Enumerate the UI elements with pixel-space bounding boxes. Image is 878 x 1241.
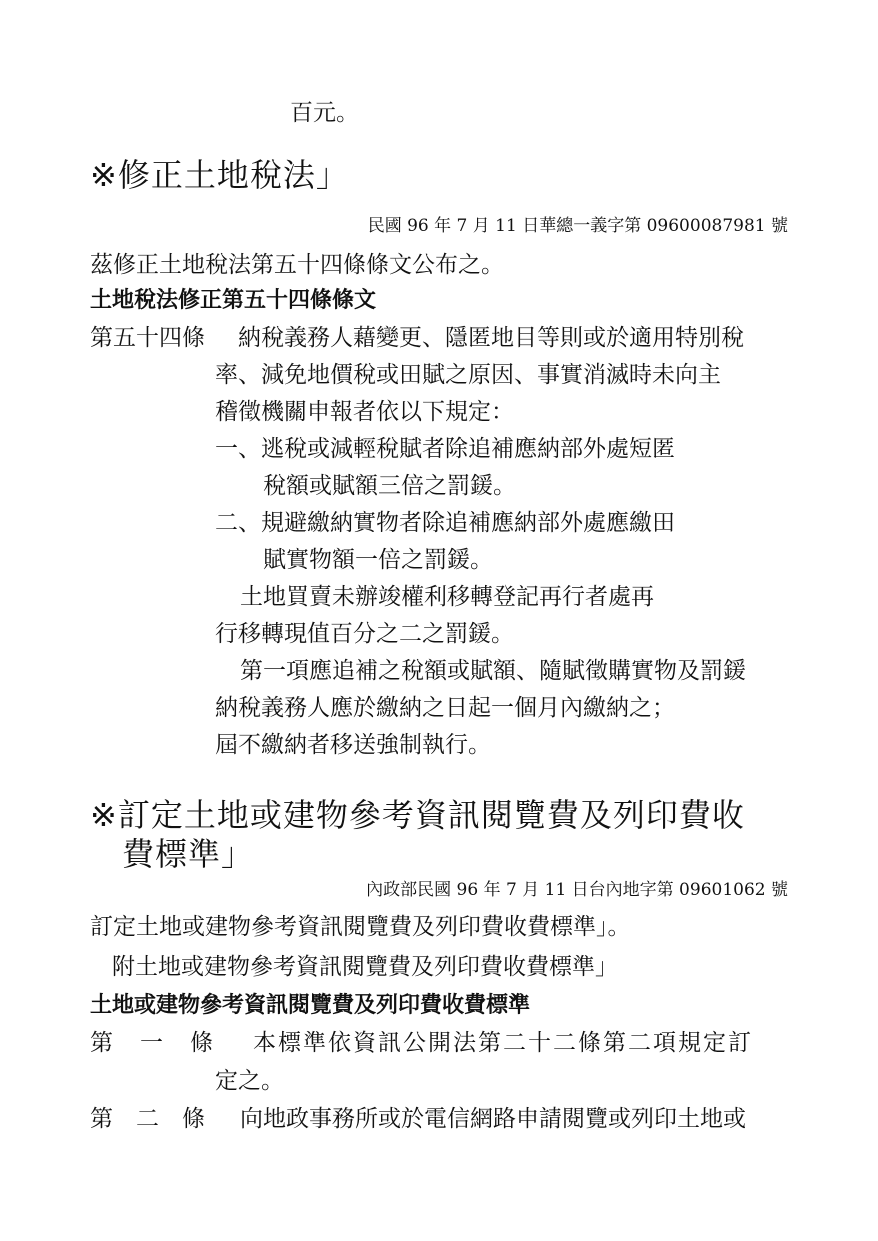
section1-decree: 民國 96 年 7 月 11 日華總一義字第 09600087981 號	[367, 216, 788, 236]
article-2-line: 向地政事務所或於電信網路申請閱覽或列印土地或	[240, 1106, 746, 1132]
article-54-item: 二、規避繳納實物者除追補應納部外處應繳田	[215, 510, 675, 536]
section1-heading: ※修正土地稅法」	[90, 156, 349, 194]
article-2-label: 第 二 條	[90, 1106, 205, 1132]
article-1-line: 定之。	[215, 1068, 284, 1094]
article-54-line: 納稅義務人應於繳納之日起一個月內繳納之；	[215, 695, 675, 721]
section2-attached: 附土地或建物參考資訊閱覽費及列印費收費標準」	[112, 954, 618, 980]
section2-heading-cont: 費標準」	[122, 835, 255, 873]
article-54-item-cont: 賦實物額一倍之罰鍰。	[263, 547, 493, 573]
article-1-label: 第 一 條	[90, 1030, 215, 1056]
article-54-line: 納稅義務人藉變更、隱匿地目等則或於適用特別稅	[238, 325, 744, 351]
section1-title: 土地稅法修正第五十四條條文	[90, 288, 377, 313]
section2-intro: 訂定土地或建物參考資訊閱覽費及列印費收費標準」。	[90, 914, 631, 940]
article-54-paragraph: 土地買賣未辦竣權利移轉登記再行者處再	[240, 584, 654, 610]
article-1-line: 本標準依資訊公開法第二十二條第二項規定訂	[253, 1030, 753, 1056]
section2-title: 土地或建物參考資訊閱覽費及列印費收費標準	[90, 993, 531, 1018]
article-54-line: 稽徵機關申報者依以下規定：	[215, 399, 514, 425]
article-54-line: 率、減免地價稅或田賦之原因、事實消滅時未向主	[215, 362, 721, 388]
section1-intro: 茲修正土地稅法第五十四條條文公布之。	[90, 252, 504, 278]
section2-heading: ※訂定土地或建物參考資訊閱覽費及列印費收	[90, 796, 745, 834]
article-54-item-cont: 稅額或賦額三倍之罰鍰。	[263, 473, 516, 499]
article-54-line: 行移轉現值百分之二之罰鍰。	[215, 621, 514, 647]
article-54-item: 一、逃稅或減輕稅賦者除追補應納部外處短匿	[215, 436, 675, 462]
article-54-line: 屆不繳納者移送強制執行。	[215, 732, 491, 758]
article-54-label: 第五十四條	[90, 325, 205, 351]
top-fragment: 百元。	[290, 100, 359, 126]
article-54-paragraph: 第一項應追補之稅額或賦額、隨賦徵購實物及罰鍰	[240, 658, 746, 684]
section2-decree: 內政部民國 96 年 7 月 11 日台內地字第 09601062 號	[366, 880, 788, 900]
